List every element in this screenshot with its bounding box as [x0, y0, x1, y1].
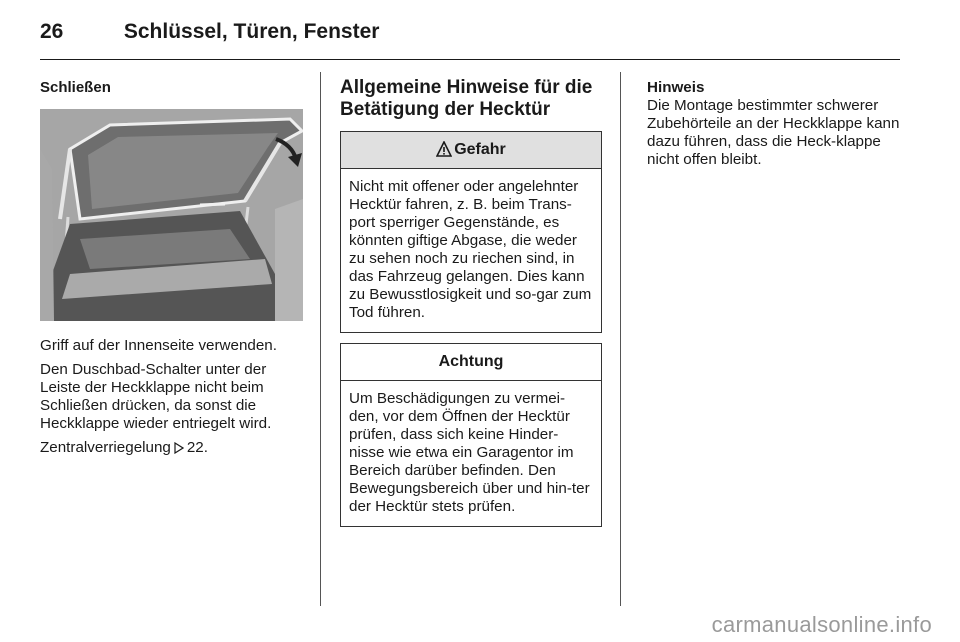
subheading-schliessen: Schließen [40, 79, 111, 96]
danger-box-header [341, 132, 601, 169]
caution-box [340, 343, 602, 527]
chapter-title: Schlüssel, Türen, Fenster [123, 20, 380, 43]
section-title-line-2: Betätigung der Hecktür [340, 99, 551, 120]
caution-box-header: Achtung [341, 344, 601, 381]
danger-body: Nicht mit offener oder angelehnter Hecktür fahren, z. B. beim Trans-port sperriger Gegenstände, es könnten giftige Abgase, die weder zu sehen noch zu riechen sind, in das Fahrzeug gelangen. Dies kann zu Bewusstlosigkeit und so-gar zum Tod führen. [349, 178, 592, 321]
cross-reference-page: 22. [186, 439, 208, 456]
hint-body: Die Montage bestimmter schwerer Zubehörteile an der Heckklappe kann dazu führen, dass die Heck-klappe nicht offen bleibt. [647, 97, 900, 168]
section-title-line-1: Allgemeine Hinweise für die [340, 77, 593, 98]
instruction-paragraph-3 [40, 439, 305, 459]
instruction-paragraph-1: Griff auf der Innenseite verwenden. [40, 337, 277, 354]
column-3 [647, 79, 902, 169]
watermark-text: carmanualsonline.info [711, 612, 932, 637]
danger-box [340, 131, 602, 333]
danger-title: Gefahr [454, 141, 506, 158]
warning-triangle-icon [436, 135, 452, 171]
column-divider-1 [320, 72, 321, 606]
cross-reference-text: Zentralverriegelung [40, 439, 171, 456]
caution-body: Um Beschädigungen zu vermei-den, vor dem Öffnen der Hecktür prüfen, dass sich keine Hinder-nisse wie etwa ein Garagentor im Bereich darüber befinden. Den Bewegungsbereich über und hin-ter der Hecktür stets prüfen. [349, 390, 590, 515]
instruction-paragraph-2: Den Duschbad-Schalter unter der Leiste der Heckklappe nicht beim Schließen drücken, da sonst die Heckklappe wieder entriegelt wird. [40, 361, 272, 432]
column-1 [40, 79, 305, 465]
column-2 [340, 77, 602, 537]
page-reference-arrow-icon [174, 441, 184, 459]
page-number: 26 [40, 20, 64, 43]
page-header [40, 20, 379, 44]
car-tailgate-closing-photo [40, 109, 303, 321]
column-divider-2 [620, 72, 621, 606]
hint-title: Hinweis [647, 79, 705, 96]
header-rule [40, 59, 900, 60]
section-title [340, 77, 602, 121]
